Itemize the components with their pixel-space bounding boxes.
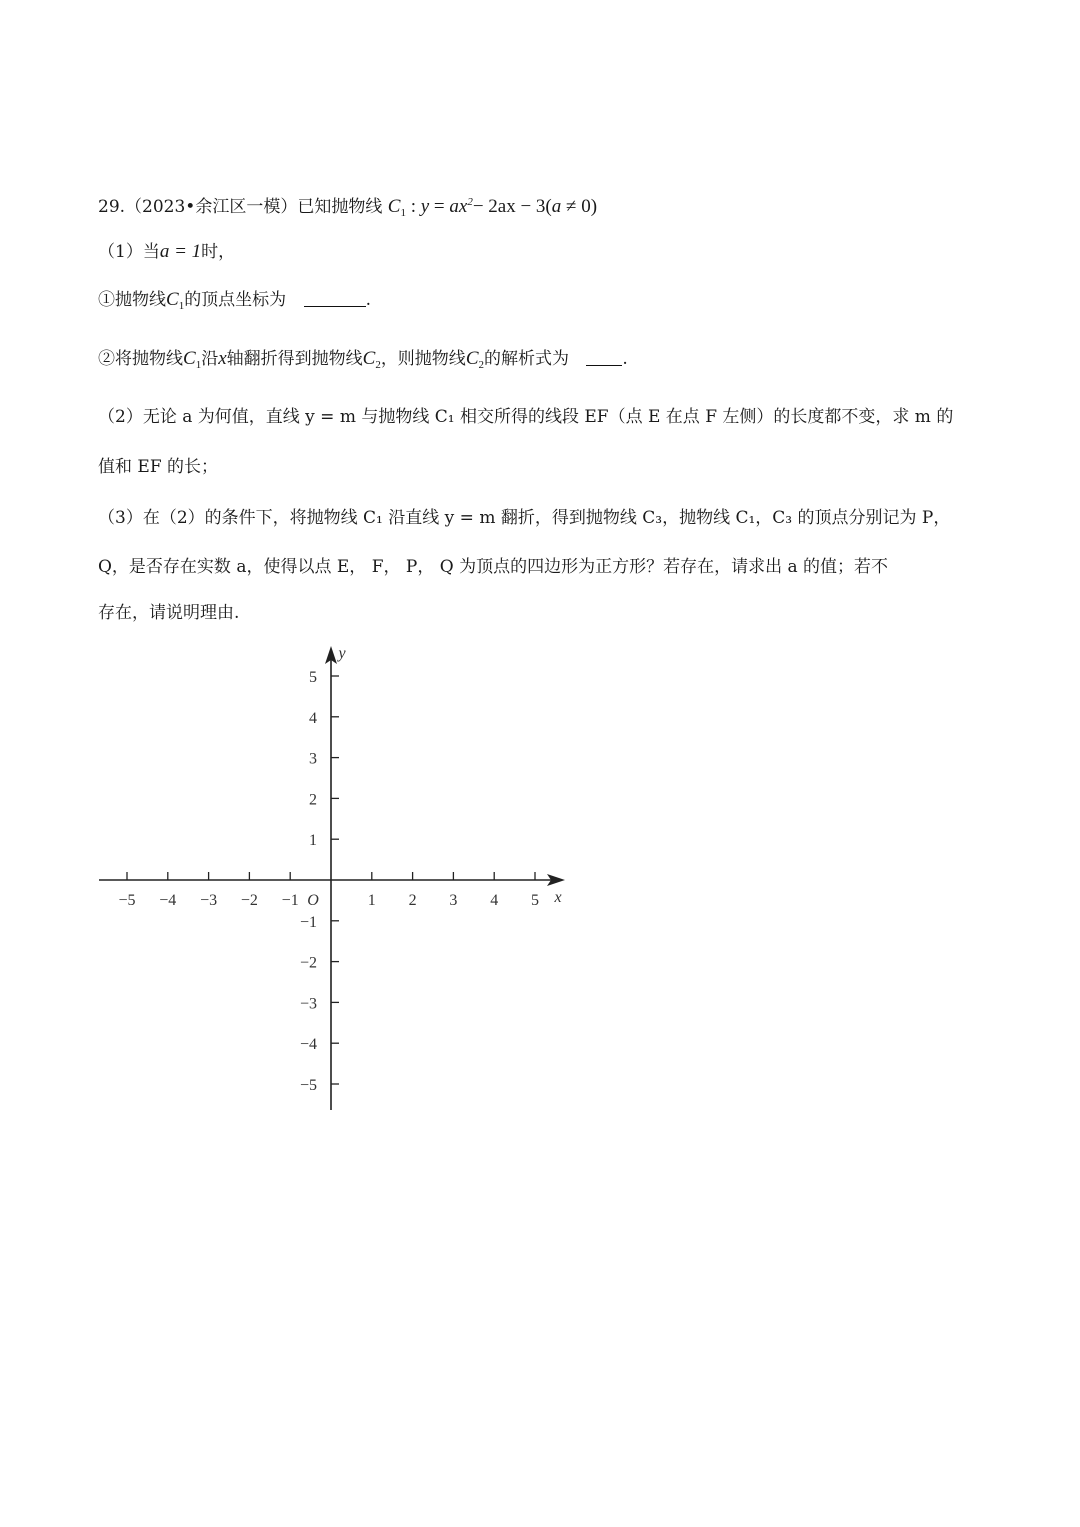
question-2-line-1: （2）无论 a 为何值，直线 y = m 与抛物线 C₁ 相交所得的线段 EF（点 E 在点 F 左侧）的长度都不变，求 m 的	[98, 407, 954, 427]
q1a-curve: $C_1$	[166, 289, 185, 312]
q1-condition: a = 1	[159, 241, 202, 262]
y-tick-label: 2	[309, 791, 317, 809]
y-tick-label: −3	[299, 995, 317, 1013]
x-tick-label: 4	[490, 892, 499, 909]
question-3-line-3: 存在，请说明理由.	[98, 603, 240, 623]
eq-a: a	[551, 196, 562, 217]
y-tick-label: −2	[299, 954, 317, 972]
question-1b: ②将抛物线$C_1$沿x轴翻折得到抛物线$C_2$，则抛物线$C_2$的解析式为 .	[98, 348, 628, 371]
x-tick-label: 3	[449, 892, 458, 909]
x-tick-label: −5	[118, 892, 136, 909]
problem-number: 29.	[98, 197, 126, 217]
q1-suffix: 时，	[201, 242, 236, 262]
answer-blank-1[interactable]	[304, 306, 366, 307]
eq-tail: ≠ 0)	[566, 196, 598, 217]
x-tick-label: −4	[159, 892, 177, 909]
q1a-prefix: ①抛物线	[98, 290, 166, 310]
x-tick-label: 2	[408, 892, 417, 909]
eq-lhs: y	[420, 196, 430, 217]
eq-part2: − 2ax − 3(	[472, 196, 552, 217]
x-tick-label: 5	[531, 892, 539, 909]
curve-c1: $C_1$	[387, 196, 406, 219]
problem-intro: 已知抛物线	[297, 197, 383, 217]
question-1a: ①抛物线$C_1$的顶点坐标为 .	[98, 289, 371, 312]
q1a-suffix: 的顶点坐标为	[184, 290, 287, 310]
eq-part1: $ax^2$	[449, 196, 473, 217]
problem-source: （2023•余江区一模）	[125, 197, 298, 217]
y-tick-label: −5	[299, 1077, 317, 1094]
x-tick-label: −2	[240, 892, 258, 909]
x-tick-label: −1	[281, 892, 299, 909]
coordinate-graph	[95, 640, 585, 1120]
y-tick-label: −1	[299, 913, 317, 931]
q1b-axis: x	[218, 348, 227, 369]
q1b-prefix: ②将抛物线	[98, 349, 183, 369]
question-3-line-2: Q，是否存在实数 a，使得以点 E， F， P， Q 为顶点的四边形为正方形？若存在，请求出 a 的值；若不	[98, 557, 889, 577]
y-tick-label: 3	[309, 750, 317, 768]
y-tick-label: −4	[299, 1036, 317, 1054]
y-axis-label: y	[338, 645, 346, 662]
question-1	[98, 240, 235, 264]
y-tick-label: 1	[309, 832, 317, 850]
x-tick-label: 1	[367, 892, 376, 909]
q1-label: （1）当	[98, 242, 160, 262]
question-2-line-2: 值和 EF 的长；	[98, 457, 219, 477]
problem-header: 29.（2023•余江区一模）已知抛物线 $C_1$ : $y = ax^2- 2ax - 3(a \ne 0)$	[98, 196, 598, 219]
y-tick-label: 5	[309, 669, 317, 686]
answer-blank-2[interactable]	[586, 365, 622, 366]
origin-label: O	[307, 892, 319, 909]
x-tick-label: −3	[200, 892, 218, 909]
y-tick-label: 4	[309, 709, 317, 727]
x-axis-label: x	[554, 889, 562, 906]
question-3-line-1: （3）在（2）的条件下，将抛物线 C₁ 沿直线 y = m 翻折，得到抛物线 C₃，抛物线 C₁，C₃ 的顶点分别记为 P，	[98, 508, 951, 528]
